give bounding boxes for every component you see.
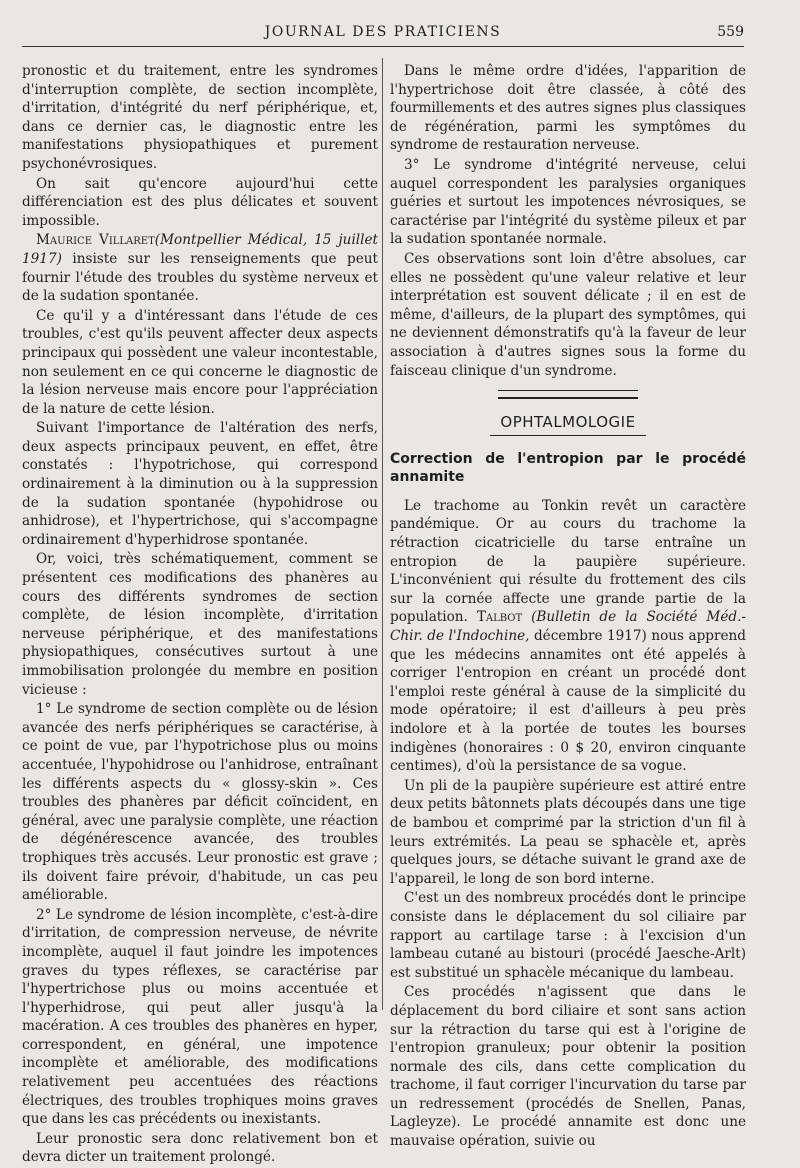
column-divider (382, 58, 383, 1010)
paragraph-text: insiste sur les renseignements que peut fournir l'étude des troubles du système nerveux et de la sudation spontanée. (22, 250, 378, 305)
citation: (Montpellier Médical, 15 juillet 1917) (22, 232, 378, 267)
section-ornament-rule (498, 390, 638, 399)
article-title: Correction de l'entropion par le procédé annamite (390, 450, 746, 486)
paragraph-text: Le trachome au Tonkin revêt un caractère pandémique. Or au cours du trachome la rétraction cicatricielle du tarse entraîne un entropion de la paupière supérieure. L'inconvénient qui résulte du frottement des cils sur la cornée affecte une grande partie de la population. (390, 497, 746, 626)
page-number: 559 (717, 24, 744, 40)
paragraph: 3° Le syndrome d'intégrité nerveuse, celui auquel correspondent les paralysies organiques guéries et surtout les impotences névrosiques, se caractérise par l'intégrité du système pileux et par la sudation spontanée normale. (390, 156, 746, 248)
paragraph: Ces procédés n'agissent que dans le déplacement du bord ciliaire et sont sans action sur la rétraction du tarse qui est à l'origine de l'entropion granuleux; pour obtenir la position normale des cils, dans cette complication du trachome, il faut corriger l'incurvation du tarse par un redressement (procédés de Snellen, Panas, Lagleyze). Le procédé annamite est donc une mauvaise opération, suivie ou (390, 984, 746, 1150)
paragraph: Un pli de la paupière supérieure est attiré entre deux petits bâtonnets plats découpés dans une tige de bambou et comprimé par la striction d'un fil à leurs extrémités. La peau se sphacèle et, après quelques jours, se détache suivant le grand axe de l'appareil, le long de son bord interne. (390, 777, 746, 887)
author-name: Maurice Villaret (36, 232, 155, 249)
left-column (22, 62, 378, 1168)
running-header (22, 22, 744, 47)
paragraph: pronostic et du traitement, entre les syndromes d'interruption complète, de section incomplète, d'irritation, d'intégrité du nerf périphérique, et, dans ce dernier cas, le diagnostic entre les manifestations physiopathiques et purement psychonévrosiques. (22, 63, 378, 172)
citation: (Bulletin de la Société Méd.-Chir. de l'Indochine, (390, 609, 747, 645)
paragraph: Leur pronostic sera donc relativement bon et devra dicter un traitement prolongé. (22, 1130, 378, 1166)
paragraph: Ces observations sont loin d'être absolues, car elles ne possèdent qu'une valeur relative et leur interprétation est souvent délicate ; il en est de même, d'ailleurs, de la plupart des symptômes, qui ne deviennent démonstratifs qu'à la faveur de leur association à d'autres signes sous la forme du faisceau clinique d'un syndrome. (390, 250, 746, 379)
journal-title: JOURNAL DES PRATICIENS (264, 24, 502, 40)
paragraph: 2° Le syndrome de lésion incomplète, c'est-à-dire d'irritation, de compression nerveuse, de névrite incomplète, auquel il faut joindre les impotences graves du types réflexes, se caractérise par l'hypertrichose plus ou moins accentuée et l'hyperhidrose, qui peut aller jusqu'à la macération. A ces troubles des phanères en hyper, correspondent, en général, une impotence incomplète et améliorable, des modifications relativement peu accentuées des réactions électriques, des troubles trophiques moins graves que dans les cas précédents ou inexistants. (22, 906, 378, 1128)
author-name: Talbot (476, 609, 523, 626)
section-heading-text: OPHTALMOLOGIE (490, 413, 645, 436)
paragraph: Ce qu'il y a d'intéressant dans l'étude de ces troubles, c'est qu'ils peuvent affecter deux aspects principaux qui possèdent une valeur incontestable, non seulement en ce qui concerne le diagnostic de la lésion nerveuse mais encore pour l'appréciation de la nature de cette lésion. (22, 307, 378, 417)
paragraph: Or, voici, très schématiquement, comment se présentent ces modifications des phanères au cours des différents syndromes de section complète, de lésion incomplète, d'irritation nerveuse périphérique, et des manifestations physiopathiques, consécutives surtout à une immobilisation prolongée du membre en position vicieuse : (22, 551, 378, 698)
paragraph (22, 231, 378, 305)
paragraph: C'est un des nombreux procédés dont le principe consiste dans le déplacement du sol ciliaire par rapport au cartilage tarse : à l'excision d'un lambeau cutané au bistouri (procédé Jaesche-Arlt) est substitué un sphacèle mécanique du lambeau. (390, 890, 746, 981)
right-column (390, 62, 746, 1152)
paragraph: On sait qu'encore aujourd'hui cette différenciation est des plus délicates et souvent impossible. (22, 175, 378, 229)
paragraph: 1° Le syndrome de section complète ou de lésion avancée des nerfs périphériques se caractérise, à ce point de vue, par l'hypotrichose plus ou moins accentuée, l'hypohidrose ou l'anhidrose, entraînant les différents aspects du « glossy-skin ». Ces troubles des phanères par déficit coïncident, en général, avec une paralysie complète, une réaction de dégénérescence avancée, des troubles trophiques très accusés. Leur pronostic est grave ; ils doivent faire prévoir, d'habitude, un cas peu améliorable. (22, 701, 378, 904)
paragraph-text: décembre 1917) nous apprend que les médecins annamites ont été appelés à corriger l'entropion en créant un procédé dont l'emploi reste général à cause de la simplicité du mode opératoire; il est d'ailleurs à peu près indolore et à la portée de toutes les bourses indigènes (honoraires : 0 $ 20, environ cinquante centimes), d'où la persistance de sa vogue. (390, 628, 746, 775)
section-heading (390, 413, 746, 432)
paragraph: Suivant l'importance de l'altération des nerfs, deux aspects principaux peuvent, en effet, être constatés : l'hypotrichose, qui correspond ordinairement à la diminution ou à la suppression de la sudation spontanée (hypohidrose ou anhidrose), et l'hypertrichose, qui s'accompagne ordinairement d'hyperhidrose spontanée. (22, 420, 378, 548)
paragraph: Dans le même ordre d'idées, l'apparition de l'hypertrichose doit être classée, à côté des fourmillements et des autres signes plus classiques de régénération, parmi les symptômes du syndrome de restauration nerveuse. (390, 63, 746, 154)
paragraph (390, 497, 746, 776)
